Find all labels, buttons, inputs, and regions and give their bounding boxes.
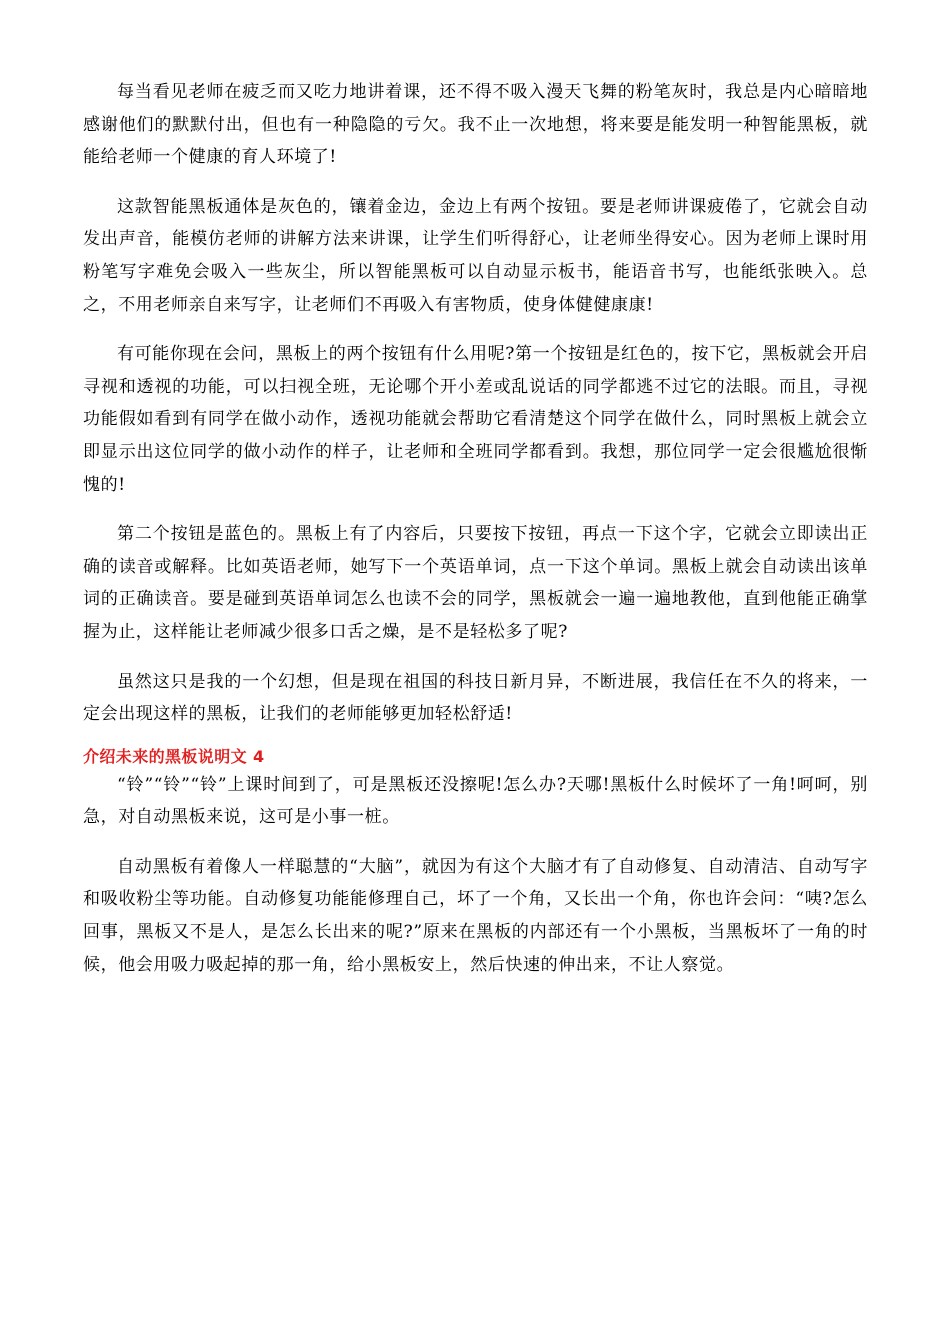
paragraph-spacer (83, 321, 868, 338)
paragraph-spacer (83, 731, 868, 745)
section-paragraph-1: “铃”“铃”“铃”上课时间到了，可是黑板还没擦呢!怎么办?天哪!黑板什么时候坏了一角!呵呵，别急，对自动黑板来说，这可是小事一桩。 (83, 774, 868, 828)
paragraph-3: 有可能你现在会问，黑板上的两个按钮有什么用呢?第一个按钮是红色的，按下它，黑板就会开启寻视和透视的功能，可以扫视全班，无论哪个开小差或乱说话的同学都逃不过它的法眼。而且，寻视功能假如看到有同学在做小动作，透视功能就会帮助它看清楚这个同学在做什么，同时黑板上就会立即显示出这位同学的做小动作的样子，让老师和全班同学都看到。我想，那位同学一定会很尴尬很惭愧的! (83, 344, 868, 495)
paragraph-spacer (83, 834, 868, 851)
paragraph-1: 每当看见老师在疲乏而又吃力地讲着课，还不得不吸入漫天飞舞的粉笔灰时，我总是内心暗暗地感谢他们的默默付出，但也有一种隐隐的亏欠。我不止一次地想，将来要是能发明一种智能黑板，就能给老师一个健康的育人环境了! (83, 82, 868, 168)
paragraph-spacer (83, 501, 868, 518)
section-paragraph-2: 自动黑板有着像人一样聪慧的“大脑”，就因为有这个大脑才有了自动修复、自动清洁、自动写字和吸收粉尘等功能。自动修复功能能修理自己，坏了一个角，又长出一个角，你也许会问：“咦?怎么回事，黑板又不是人，是怎么长出来的呢?”原来在黑板的内部还有一个小黑板，当黑板坏了一角的时候，他会用吸力吸起掉的那一角，给小黑板安上，然后快速的伸出来，不让人察觉。 (83, 856, 868, 975)
paragraph-spacer (83, 174, 868, 191)
paragraph-5: 虽然这只是我的一个幻想，但是现在祖国的科技日新月异，不断进展，我信任在不久的将来，一定会出现这样的黑板，让我们的老师能够更加轻松舒适! (83, 671, 868, 725)
paragraph-spacer (83, 649, 868, 666)
document-body (83, 76, 868, 981)
paragraph-2: 这款智能黑板通体是灰色的，镶着金边，金边上有两个按钮。要是老师讲课疲倦了，它就会自动发出声音，能模仿老师的讲解方法来讲课，让学生们听得舒心，让老师坐得安心。因为老师上课时用粉笔写字难免会吸入一些灰尘，所以智能黑板可以自动显示板书，能语音书写，也能纸张映入。总之，不用老师亲自来写字，让老师们不再吸入有害物质，使身体健健康康! (83, 196, 868, 315)
section-heading: 介绍未来的黑板说明文 4 (83, 746, 265, 766)
paragraph-4: 第二个按钮是蓝色的。黑板上有了内容后，只要按下按钮，再点一下这个字，它就会立即读出正确的读音或解释。比如英语老师，她写下一个英语单词，点一下这个单词。黑板上就会自动读出该单词的正确读音。要是碰到英语单词怎么也读不会的同学，黑板就会一遍一遍地教他，直到他能正确掌握为止，这样能让老师减少很多口舌之燥，是不是轻松多了呢? (83, 524, 868, 642)
